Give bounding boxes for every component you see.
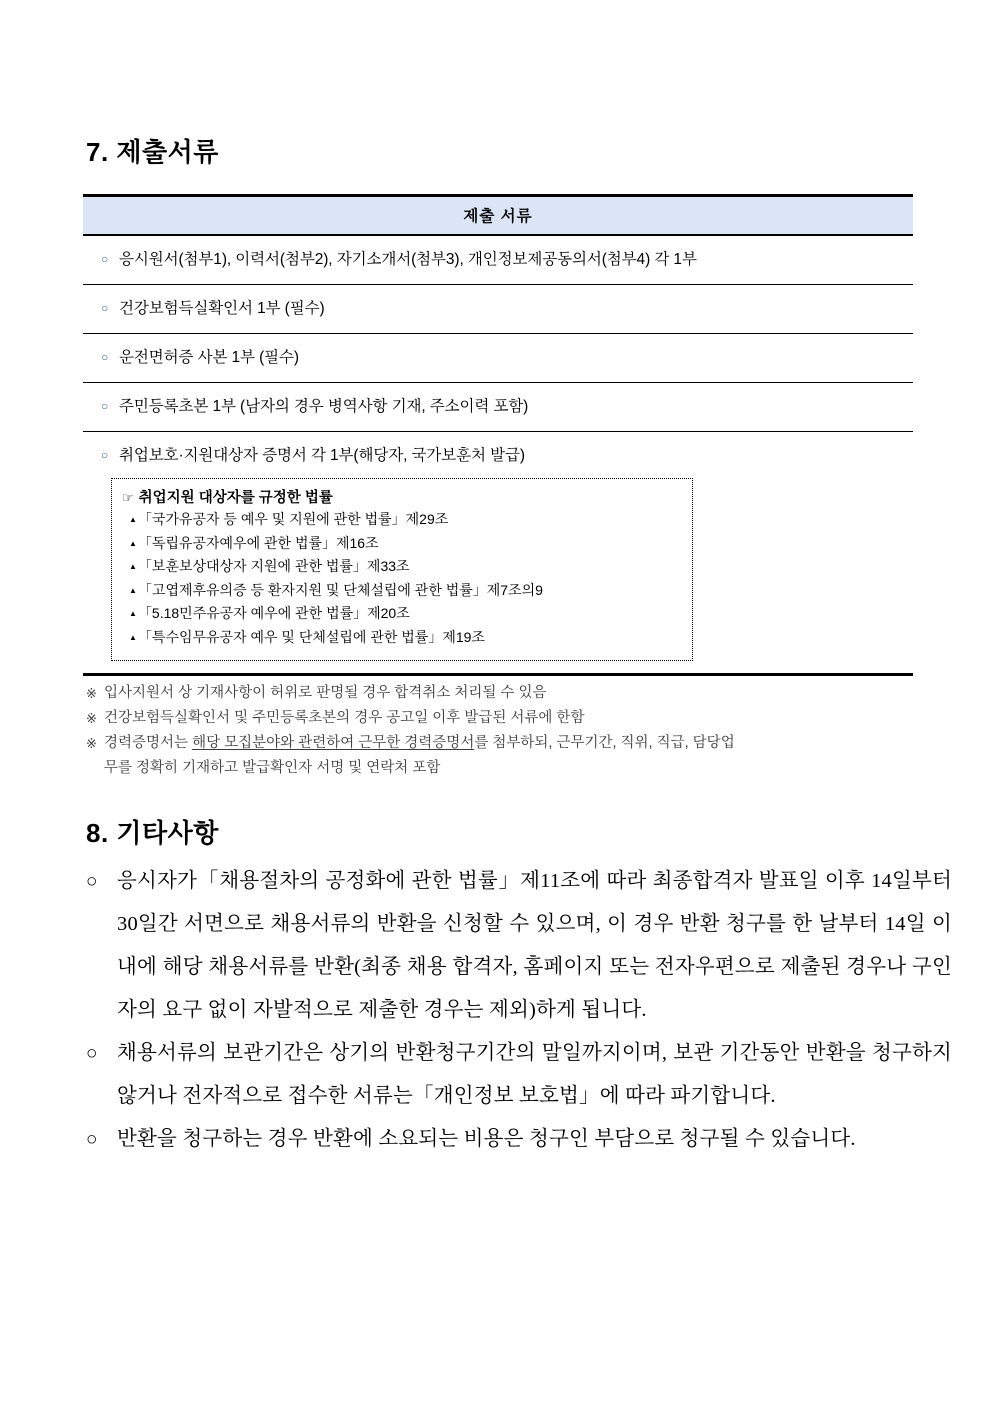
- other-matters-text: 응시자가「채용절차의 공정화에 관한 법률」제11조에 따라 최종합격자 발표일 이후 14일부터 30일간 서면으로 채용서류의 반환을 신청할 수 있으며, 이 경우 반환 청구를 한 날부터 14일 이내에 해당 채용서류를 반환(최종 채용 합격자, 홈페이지 또는 전자우편으로 제출된 경우나 구인자의 요구 없이 자발적으로 제출한 경우는 제외)하게 됩니다.: [117, 870, 952, 1021]
- other-matters-item: [86, 1118, 952, 1161]
- note-item: [86, 706, 926, 731]
- document-item: [83, 396, 913, 417]
- document-item: [83, 445, 913, 466]
- law-list-item: [122, 627, 682, 651]
- table-row: [83, 383, 913, 432]
- law-list-item-label: 「고엽제후유의증 등 환자지원 및 단체설립에 관한 법률」제7조의9: [137, 581, 543, 598]
- law-list-item: [122, 533, 682, 557]
- circle-bullet-icon: ○: [101, 252, 109, 266]
- law-box-title-row: [122, 488, 682, 508]
- submission-notes: [86, 681, 926, 781]
- law-list-item-label: 「보훈보상대상자 지원에 관한 법률」제33조: [137, 558, 410, 574]
- document-item: [83, 249, 913, 270]
- circle-bullet-icon: ○: [86, 871, 98, 892]
- table-cell: [83, 432, 913, 675]
- law-list-item: [122, 509, 682, 533]
- note-text: 입사지원서 상 기재사항이 허위로 판명될 경우 합격취소 처리될 수 있음: [104, 685, 547, 701]
- table-cell: [83, 383, 913, 432]
- document-item-label: 운전면허증 사본 1부 (필수): [119, 349, 299, 366]
- law-box-title: 취업지원 대상자를 규정한 법률: [138, 490, 333, 506]
- other-matters-item: [86, 860, 952, 1032]
- law-list-item-label: 「독립유공자예우에 관한 법률」제16조: [137, 534, 379, 551]
- table-cell: [83, 334, 913, 383]
- document-item-label: 응시원서(첨부1), 이력서(첨부2), 자기소개서(첨부3), 개인정보제공동의서(첨부4) 각 1부: [119, 251, 697, 268]
- table-cell: [83, 235, 913, 285]
- triangle-bullet-icon: ▲: [129, 632, 137, 642]
- pointing-hand-icon: ☞: [122, 490, 134, 505]
- note-text-underlined: 해당 모집분야와 관련하여 근무한 경력증명서: [192, 735, 475, 751]
- other-matters-item: [86, 1032, 952, 1118]
- document-item: [83, 298, 913, 319]
- law-list-item: [122, 603, 682, 627]
- submission-documents-table: [83, 194, 913, 676]
- law-list-item-label: 「국가유공자 등 예우 및 지원에 관한 법률」제29조: [137, 511, 449, 527]
- note-text-continuation: 무를 정확히 기재하고 발급확인자 서명 및 연락처 포함: [104, 760, 441, 776]
- reference-mark-icon: ※: [86, 711, 97, 726]
- other-matters-list: [86, 860, 952, 1161]
- table-row: [83, 334, 913, 383]
- section-8-heading: 8. 기타사항: [86, 818, 219, 848]
- circle-bullet-icon: ○: [101, 399, 109, 413]
- triangle-bullet-icon: ▲: [129, 562, 137, 571]
- triangle-bullet-icon: ▲: [129, 515, 137, 524]
- law-list-item-label: 「특수임무유공자 예우 및 단체설립에 관한 법률」제19조: [137, 628, 485, 645]
- document-item: [83, 347, 913, 368]
- circle-bullet-icon: ○: [86, 1043, 98, 1064]
- document-item-label: 취업보호·지원대상자 증명서 각 1부(해당자, 국가보훈처 발급): [119, 447, 525, 464]
- circle-bullet-icon: ○: [86, 1129, 98, 1150]
- table-row: [83, 432, 913, 675]
- triangle-bullet-icon: ▲: [129, 538, 137, 548]
- table-cell: [83, 285, 913, 334]
- law-list-item: [122, 580, 682, 604]
- triangle-bullet-icon: ▲: [129, 585, 137, 595]
- document-item-label: 주민등록초본 1부 (남자의 경우 병역사항 기재, 주소이력 포함): [119, 398, 529, 415]
- table-header-row: [83, 196, 913, 236]
- note-item: [86, 731, 926, 756]
- law-list-item: [122, 556, 682, 580]
- circle-bullet-icon: ○: [101, 301, 109, 315]
- note-item: [86, 681, 926, 706]
- note-text: [104, 731, 926, 756]
- table-row: [83, 235, 913, 285]
- table-header-cell: 제출 서류: [83, 196, 913, 236]
- table-row: [83, 285, 913, 334]
- law-list-item-label: 「5.18민주유공자 예우에 관한 법률」제20조: [137, 605, 410, 621]
- other-matters-text: 채용서류의 보관기간은 상기의 반환청구기간의 말일까지이며, 보관 기간동안 반환을 청구하지 않거나 전자적으로 접수한 서류는「개인정보 보호법」에 따라 파기합니다.: [117, 1042, 952, 1107]
- reference-mark-icon: ※: [86, 686, 97, 701]
- other-matters-text: 반환을 청구하는 경우 반환에 소요되는 비용은 청구인 부담으로 청구될 수 있습니다.: [117, 1128, 856, 1150]
- document-item-label: 건강보험득실확인서 1부 (필수): [119, 300, 325, 317]
- reference-mark-icon: ※: [86, 736, 97, 751]
- section-7-heading: 7. 제출서류: [86, 137, 219, 167]
- note-text: 건강보험득실확인서 및 주민등록초본의 경우 공고일 이후 발급된 서류에 한함: [104, 710, 585, 726]
- employment-support-law-box: [111, 478, 693, 661]
- note-text-prefix: 경력증명서는: [104, 735, 193, 751]
- triangle-bullet-icon: ▲: [129, 609, 137, 618]
- circle-bullet-icon: ○: [101, 350, 109, 364]
- circle-bullet-icon: ○: [101, 448, 109, 462]
- note-text-suffix: 를 첨부하되, 근무기간, 직위, 직급, 담당업: [474, 735, 735, 751]
